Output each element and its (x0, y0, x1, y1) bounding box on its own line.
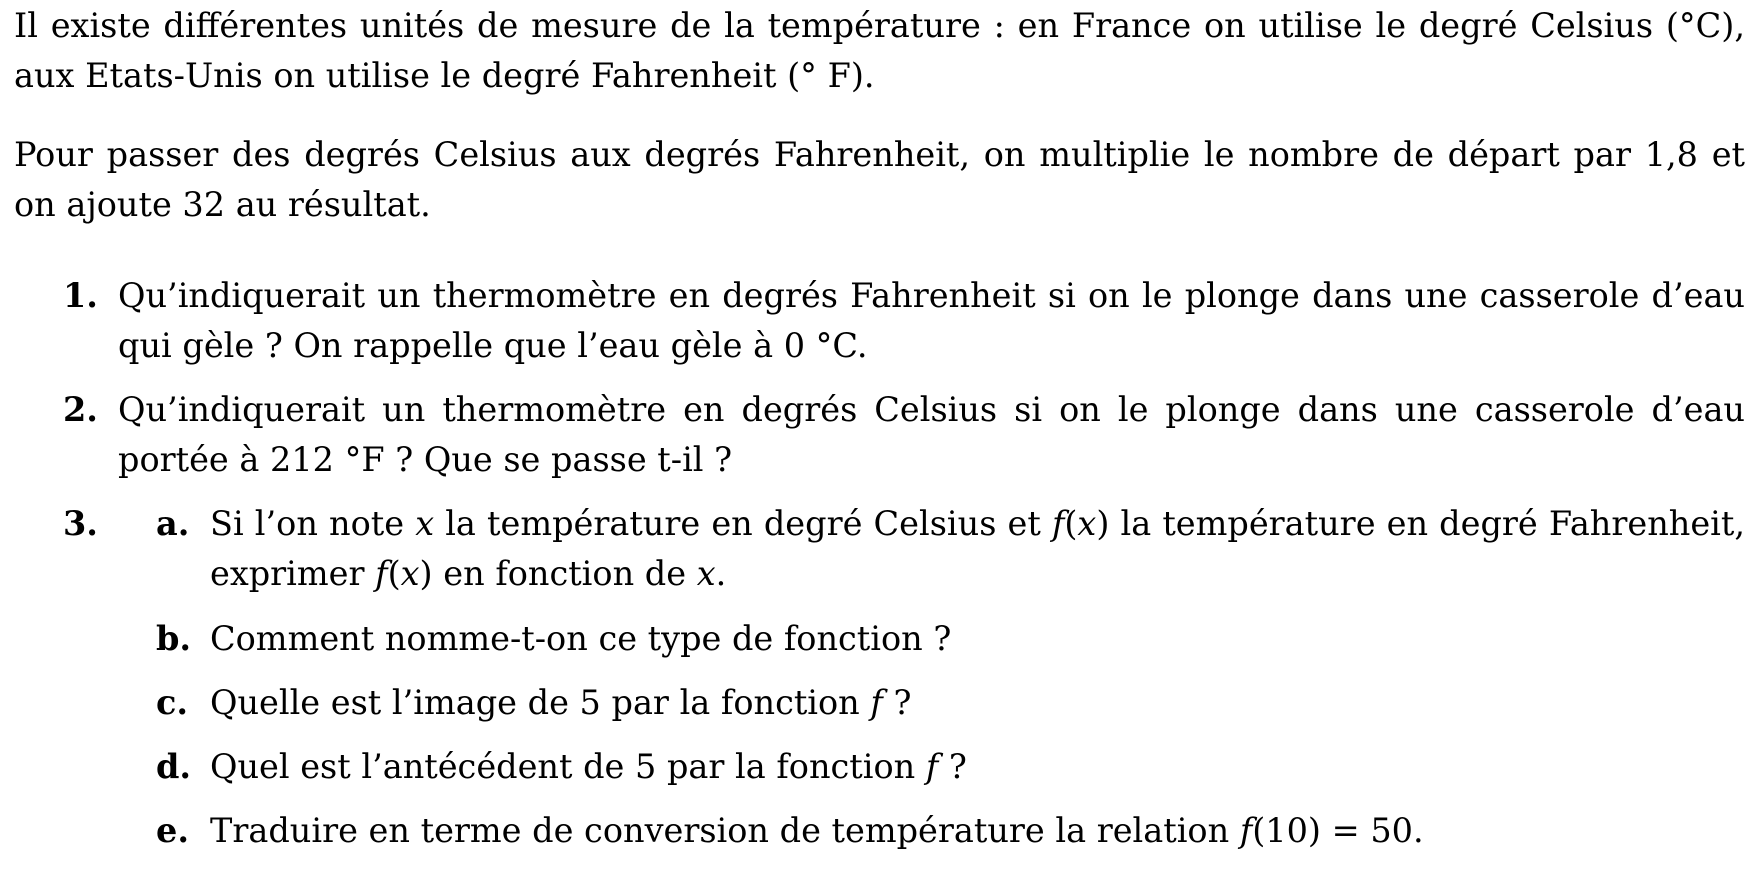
question-3b-label: b. (156, 619, 192, 658)
question-3a-text: Si l’on note x la température en degré Celsius et f(x) la température en degré Fahrenheit, exprimer f(x) en fonction de x. (210, 504, 1746, 593)
math-f: f (870, 683, 883, 722)
question-3c-text: Quelle est l’image de 5 par la fonction f ? (210, 683, 912, 722)
intro-paragraph-conversion: Pour passer des degrés Celsius aux degrés Fahrenheit, on multiplie le nombre de départ par 1,8 et on ajoute 32 au résultat. (14, 135, 1745, 224)
math-x: x (696, 554, 716, 593)
math-f: f (375, 554, 388, 593)
question-1-number: 1. (63, 276, 98, 315)
math-f: f (925, 747, 939, 786)
question-1-text: Qu’indiquerait un thermomètre en degrés Fahrenheit si on le plonge dans une casserole d’eau qui gèle ? On rappelle que l’eau gèle à 0 °C. (118, 276, 1745, 365)
question-3-number: 3. (63, 504, 98, 543)
question-2-text: Qu’indiquerait un thermomètre en degrés Celsius si on le plonge dans une casserole d’eau portée à 212 °F ? Que se passe t-il ? (118, 390, 1745, 479)
question-3d-text: Quel est l’antécédent de 5 par la fonction f ? (210, 747, 967, 786)
intro-paragraph-units: Il existe différentes unités de mesure de la température : en France on utilise le degré Celsius (°C), aux Etats-Unis on utilise le degré Fahrenheit (° F). (14, 6, 1745, 95)
question-2-number: 2. (63, 390, 98, 429)
math-f: f (1051, 504, 1065, 543)
math-x: x (1077, 504, 1097, 543)
question-3d-label: d. (156, 747, 192, 786)
math-f: f (1239, 811, 1253, 850)
question-3e-text: Traduire en terme de conversion de température la relation f(10) = 50. (210, 811, 1424, 850)
question-3a-label: a. (156, 504, 190, 543)
question-3e-label: e. (156, 811, 189, 850)
question-3c-label: c. (156, 683, 189, 722)
question-3b-text: Comment nomme-t-on ce type de fonction ? (210, 619, 952, 658)
math-x: x (415, 504, 435, 543)
math-x: x (400, 554, 420, 593)
